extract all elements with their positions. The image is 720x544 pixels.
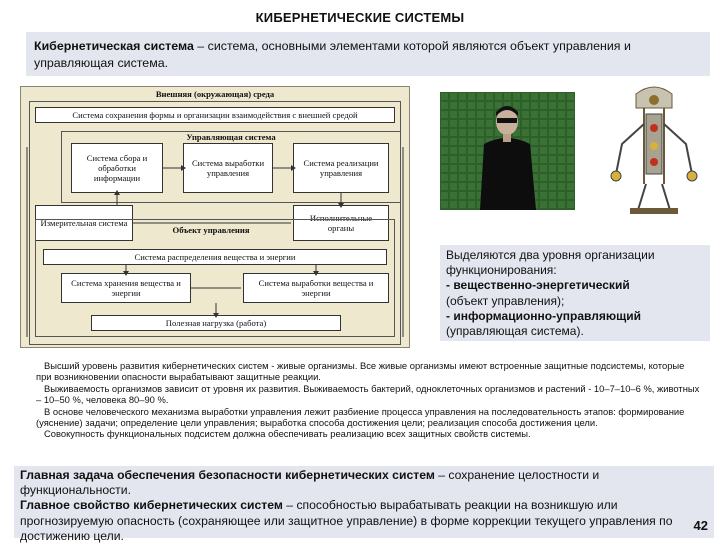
- main-task-box: [14, 466, 714, 543]
- storage-system-box: Система хранения вещества и энергии: [61, 273, 191, 303]
- main-property-heading: Главное свойство кибернетических систем: [20, 498, 283, 513]
- paragraph-line-1: Высший уровень развития кибернетических систем - живые организмы. Все живые организмы имеют встроенные защитные подсистемы, которые при возникновении опасности вырабатывают защитные реакции.: [36, 360, 685, 383]
- paragraph-line-3: В основе человеческого механизма выработки управления лежит разбиение процесса управления на последовательность этапов: формирование (уяснение) задачи; определение цели управления; выработка способа достижения цели; реализация способа достижения цели.: [36, 405, 685, 429]
- levels-intro: Выделяются два уровня организации функционирования:: [446, 248, 655, 278]
- level-material-energy: - вещественно-энергетический: [446, 278, 630, 293]
- level-material-energy-note: (объект управления);: [446, 293, 565, 308]
- payload-box: Полезная нагрузка (работа): [91, 315, 341, 331]
- level-info-control: - информационно-управляющий: [446, 308, 641, 323]
- cybernetic-system-diagram: [20, 86, 410, 348]
- production-system-box: Система выработки вещества и энергии: [243, 273, 389, 303]
- collect-info-box: Система сбора и обработки информации: [71, 143, 163, 193]
- matrix-man-photo: [440, 92, 575, 210]
- person-illustration: [440, 92, 575, 210]
- living-organisms-paragraph: [36, 360, 702, 440]
- definition-term: Кибернетическая система: [34, 39, 194, 53]
- slide-title: КИБЕРНЕТИЧЕСКИЕ СИСТЕМЫ: [255, 10, 465, 25]
- diagram-outer-label: Внешняя (окружающая) среда: [155, 89, 275, 99]
- paragraph-line-2: Выживаемость организмов зависит от уровня их развития. Выживаемость бактерий, одноклеточных организмов и растений - 10–7–10–6 %, животных – 10–50 %, человека 80–90 %.: [36, 382, 700, 406]
- generate-control-box: Система выработки управления: [183, 143, 273, 193]
- main-task-heading: Главная задача обеспечения безопасности кибернетических систем: [20, 468, 435, 482]
- control-object-label: Объект управления: [172, 225, 250, 235]
- robot-illustration: [598, 84, 710, 218]
- control-system-label: Управляющая система: [186, 132, 276, 142]
- implement-control-box: Система реализации управления: [293, 143, 389, 193]
- preserve-system-box: Система сохранения формы и организации взаимодействия с внешней средой: [35, 107, 395, 123]
- measurement-system-box: Измерительная система: [35, 205, 133, 241]
- paragraph-line-4: Совокупность функциональных подсистем должна обеспечивать реализацию всех защитных свойств системы.: [44, 428, 531, 440]
- level-info-control-note: (управляющая система).: [446, 324, 584, 339]
- definition-box: [26, 32, 710, 76]
- main-task-text: – сохранение целостности и функциональности.: [20, 468, 600, 498]
- definition-text: – система, основными элементами которой являются объект управления и управляющая система.: [34, 39, 631, 70]
- main-property-text: – способностью вырабатывать реакции на возникшую или прогнозируемую опасность (сохраняющее или защитное управление) в форме коррекции текущего управления по достижению цели.: [20, 498, 673, 543]
- executive-organs-box: Исполнительные органы: [293, 205, 389, 241]
- mechanical-robot-image: [598, 84, 710, 218]
- organization-levels-box: [440, 245, 710, 341]
- distribution-system-box: Система распределения вещества и энергии: [43, 249, 387, 265]
- page-number: 42: [693, 518, 708, 533]
